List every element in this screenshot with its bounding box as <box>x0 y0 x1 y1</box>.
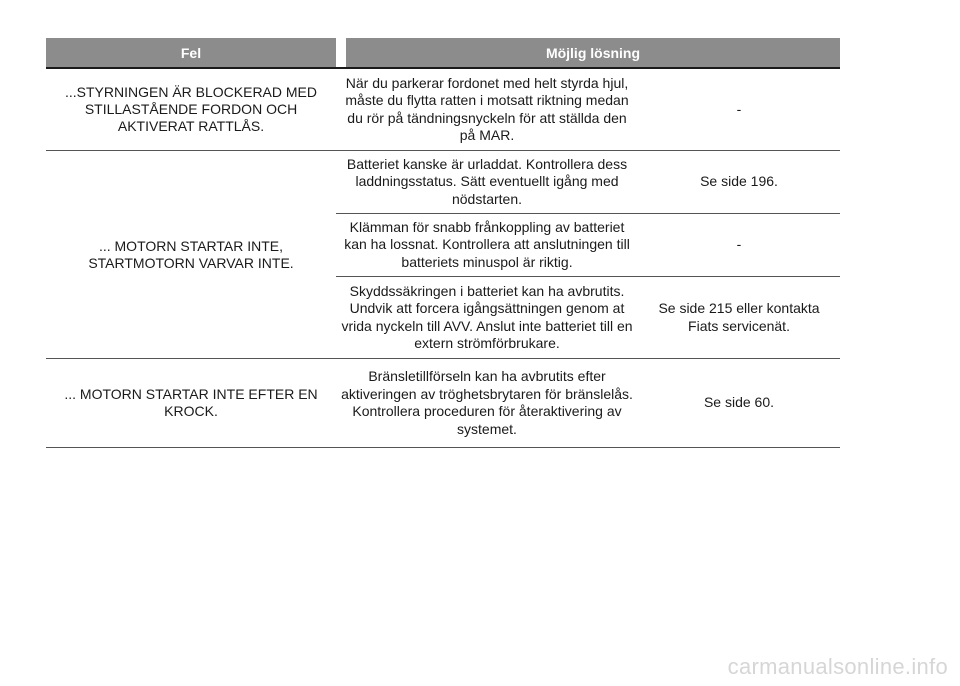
table-header <box>46 38 840 67</box>
cause-cell: Batteriet kanske är urladdat. Kontrollera dess laddningsstatus. Sätt eventuellt igång med nödstarten. <box>346 155 628 207</box>
solution-row <box>336 69 840 150</box>
watermark: carmanualsonline.info <box>727 654 948 679</box>
solution-row <box>336 151 840 213</box>
cause-cell: Skyddssäkringen i batteriet kan ha avbrutits. Undvik att forcera igångsättningen genom at vrida nyckeln till AVV. Anslut inte batteriet till en extern strömförbrukare. <box>341 282 633 351</box>
fault-cell: ... MOTORN STARTAR INTE, STARTMOTORN VARVAR INTE. <box>88 237 294 271</box>
solutions-cell <box>336 151 840 358</box>
cause-cell: Klämman för snabb frånkoppling av batteriet kan ha lossnat. Kontrollera att anslutningen till batteriets minuspol är riktig. <box>344 218 630 270</box>
fault-cell: ...STYRNINGEN ÄR BLOCKERAD MED STILLASTÅENDE FORDON OCH AKTIVERAT RATTLÅS. <box>64 84 318 134</box>
solution-row <box>336 276 840 358</box>
reference-cell: - <box>736 100 742 117</box>
fault-cell: ... MOTORN STARTAR INTE EFTER EN KROCK. <box>64 386 318 419</box>
solutions-cell <box>336 359 840 447</box>
table-row <box>46 69 840 151</box>
solution-row <box>336 213 840 276</box>
reference-cell: Se side 215 eller kontakta Fiats servicenät. <box>658 300 820 334</box>
fault-column-header: Fel <box>46 38 336 67</box>
table-row <box>46 359 840 448</box>
reference-cell: - <box>736 236 742 253</box>
solutions-cell <box>336 69 840 150</box>
table-row <box>46 151 840 359</box>
cause-cell: När du parkerar fordonet med helt styrda hjul, måste du flytta ratten i motsatt riktning medan du rör på tändningsnyckeln för att ställda den på MAR. <box>345 74 629 143</box>
solution-row <box>336 359 840 447</box>
header-gap <box>336 38 346 67</box>
reference-cell: Se side 196. <box>700 173 778 190</box>
cause-cell: Bränsletillförseln kan ha avbrutits efter aktiveringen av tröghetsbrytaren för bränslelås. Kontrollera proceduren för återaktivering av systemet. <box>341 368 633 437</box>
reference-cell: Se side 60. <box>703 394 775 411</box>
troubleshooting-table <box>46 38 840 448</box>
solution-column-header: Möjlig lösning <box>346 38 840 67</box>
